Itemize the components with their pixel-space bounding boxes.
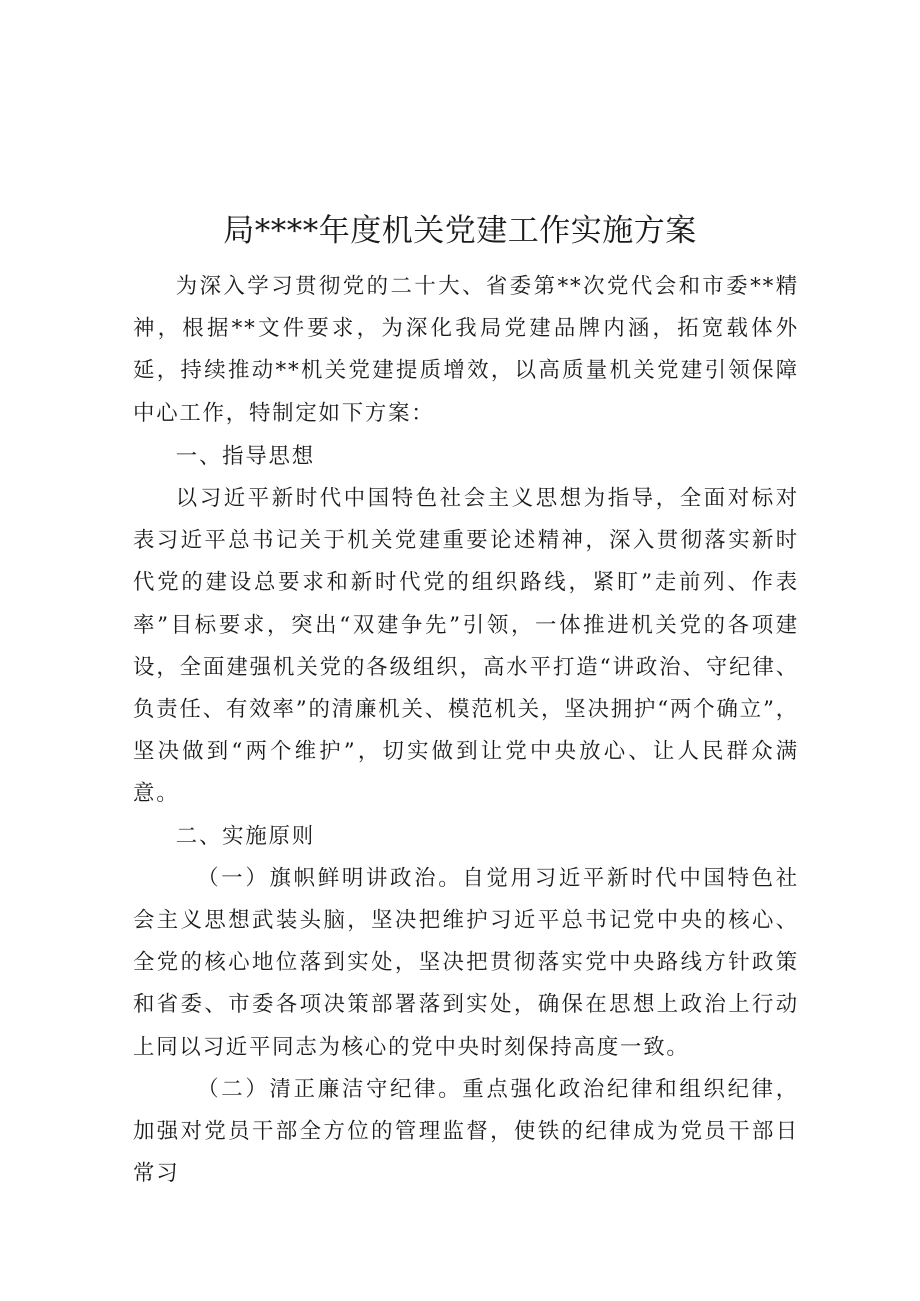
document-title: 局****年度机关党建工作实施方案 [223, 213, 697, 249]
principle-item-discipline: （二）清正廉洁守纪律。重点强化政治纪律和组织纪律，加强对党员干部全方位的管理监督，使铁的纪律成为党员干部日常习 [133, 1076, 799, 1187]
section-heading-guiding-ideology: 一、指导思想 [175, 443, 315, 469]
section-heading-principles: 二、实施原则 [175, 823, 315, 849]
intro-paragraph: 为深入学习贯彻党的二十大、省委第**次党代会和市委**精神，根据**文件要求，为深化我局党建品牌内涵，拓宽载体外延，持续推动**机关党建提质增效，以高质量机关党建引领保障中心工作，特制定如下方案： [133, 274, 799, 426]
document-body [133, 266, 799, 1195]
guiding-ideology-paragraph: 以习近平新时代中国特色社会主义思想为指导，全面对标对表习近平总书记关于机关党建重要论述精神，深入贯彻落实新时代党的建设总要求和新时代党的组织路线，紧盯”走前列、作表率”目标要求，突出“双建争先”引领，一体推进机关党的各项建设，全面建强机关党的各级组织，高水平打造“讲政治、守纪律、负责任、有效率”的清廉机关、模范机关，坚决拥护“两个确立”，坚决做到“两个维护”，切实做到让党中央放心、让人民群众满意。 [133, 486, 799, 807]
principle-item-politics: （一）旗帜鲜明讲政治。自觉用习近平新时代中国特色社会主义思想武装头脑，坚决把维护习近平总书记党中央的核心、全党的核心地位落到实处，坚决把贯彻落实党中央路线方针政策和省委、市委各项决策部署落到实处，确保在思想上政治上行动上同以习近平同志为核心的党中央时刻保持高度一致。 [133, 865, 799, 1060]
